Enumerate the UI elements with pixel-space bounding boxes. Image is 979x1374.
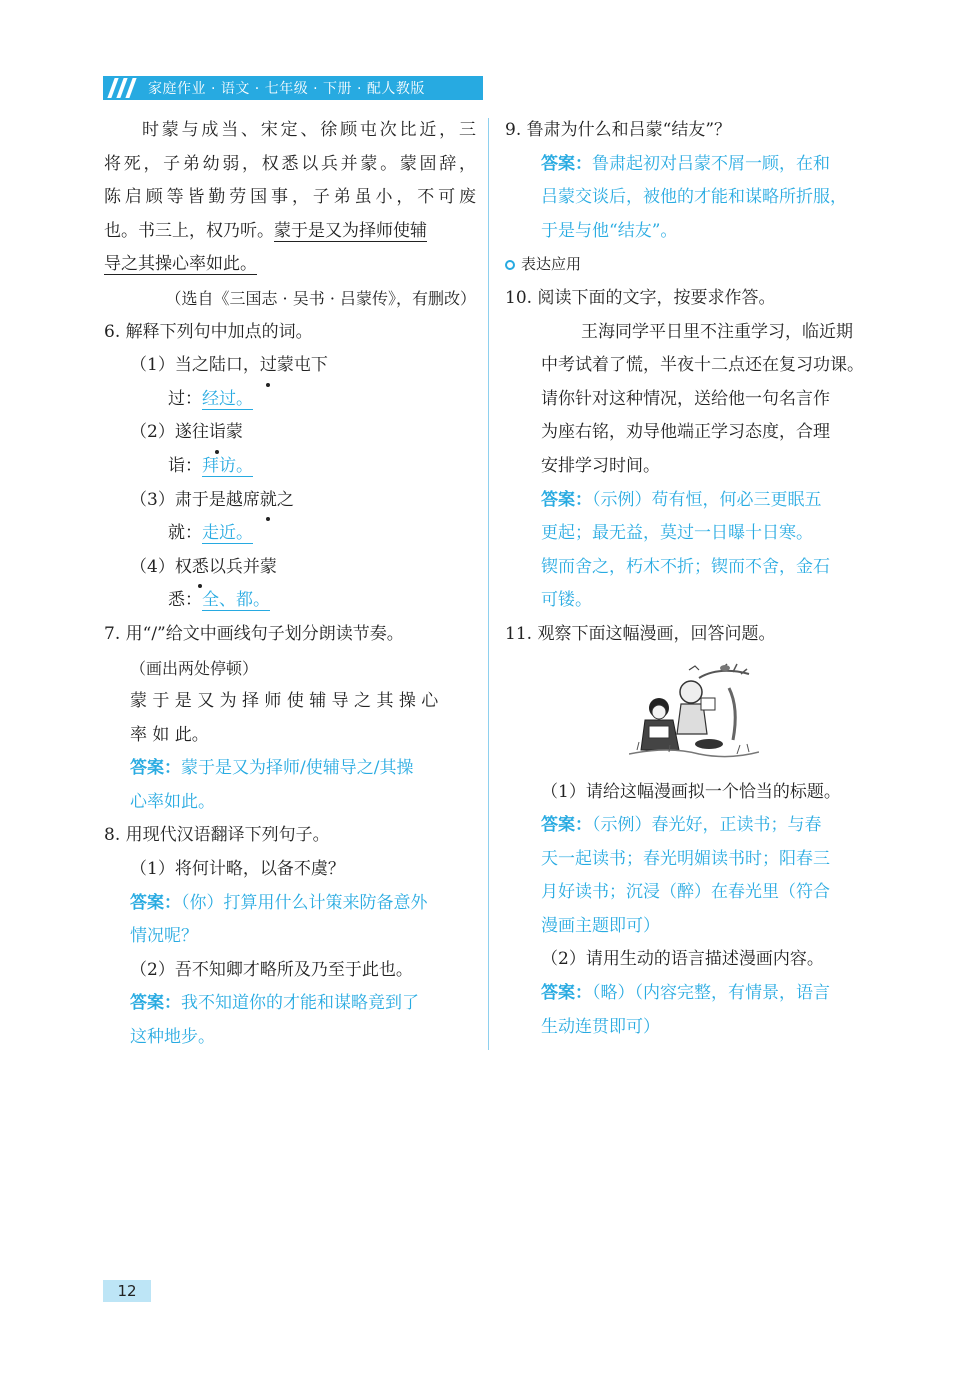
passage-line — [104, 248, 476, 282]
emphasis-dot-char: 就 — [260, 484, 277, 518]
q6-item: （3）肃于是越席就之 — [104, 484, 476, 518]
q11-answer: 答案：（略）（内容完整，有情景，语言 — [541, 983, 830, 1004]
column-divider — [488, 118, 489, 1050]
section-title: 表达应用 — [521, 255, 582, 274]
q8-sub: （2）吾不知卿才略所及乃至于此也。 — [130, 959, 413, 980]
q8-stem: 8. 用现代汉语翻译下列句子。 — [104, 825, 330, 846]
q6-answer: 过：经过。 — [168, 388, 253, 409]
q6-stem: 6. 解释下列句中加点的词。 — [104, 321, 313, 342]
q11-sub: （2）请用生动的语言描述漫画内容。 — [541, 949, 824, 970]
q7-answer: 答案：蒙于是又为择师/使辅导之/其操 — [130, 758, 414, 779]
q11-answer: 答案：（示例）春光好，正读书；与春 — [541, 815, 822, 836]
underlined-sentence: 蒙于是又为择师使辅 — [274, 220, 427, 241]
q11-sub: （1）请给这幅漫画拟一个恰当的标题。 — [541, 781, 841, 802]
section-circle-icon — [505, 260, 515, 270]
passage-line: 将死，子弟幼弱，权悉以兵并蒙。蒙固辞， — [104, 153, 476, 174]
q11-answer: 天一起读书；春光明媚读书时；阳春三 — [541, 848, 830, 869]
header-title: 家庭作业 · 语文 · 七年级 · 下册 · 配人教版 — [148, 81, 425, 97]
q10-answer: 更起；最无益，莫过一日曝十日寒。 — [541, 523, 813, 544]
q10-passage: 安排学习时间。 — [541, 455, 660, 476]
q10-answer: 锲而舍之，朽木不折；锲而不舍，金石 — [541, 556, 830, 577]
q9-stem: 9. 鲁肃为什么和吕蒙“结友”？ — [505, 120, 732, 140]
q6-item: （1）当之陆口，过蒙屯下 — [104, 349, 476, 383]
q7-sentence: 率 如 此。 — [130, 724, 209, 745]
q8-answer: 答案：（你）打算用什么计策来防备意外 — [130, 892, 428, 913]
emphasis-dot-char: 诣 — [209, 416, 226, 450]
passage-source: （选自《三国志 · 吴书 · 吕蒙传》，有删改） — [165, 288, 476, 308]
q9-answer: 答案：鲁肃起初对吕蒙不屑一顾，在和 — [541, 153, 830, 174]
emphasis-dot-char: 过 — [260, 349, 277, 383]
section-heading — [505, 248, 877, 282]
q10-passage: 为座右铭，劝导他端正学习态度，合理 — [541, 422, 830, 443]
q6-answer: 诣：拜访。 — [168, 455, 253, 476]
comic-illustration — [629, 658, 759, 762]
header-slash-icon — [111, 78, 138, 98]
q8-answer: 情况呢？ — [130, 926, 198, 947]
q10-passage: 王海同学平日里不注重学习，临近期 — [581, 321, 853, 342]
q6-answer: 悉：全、都。 — [168, 590, 270, 611]
page-number: 12 — [103, 1280, 151, 1302]
q8-answer: 这种地步。 — [130, 1027, 215, 1048]
right-column — [505, 114, 877, 1044]
passage-line — [104, 215, 476, 249]
q11-answer: 生动连贯即可） — [541, 1016, 660, 1037]
q11-answer: 月好读书；沉浸（醉）在春光里（符合 — [541, 882, 830, 903]
q11-stem: 11. 观察下面这幅漫画，回答问题。 — [505, 623, 776, 644]
passage-line: 时蒙与成当、宋定、徐顾屯次比近，三 — [142, 120, 476, 140]
q7-note: （画出两处停顿） — [130, 658, 259, 678]
passage-text: 也。书三上，权乃听。 — [104, 220, 274, 241]
q10-answer: 可镂。 — [541, 590, 592, 611]
q7-stem: 7. 用“/”给文中画线句子划分朗读节奏。 — [104, 623, 404, 644]
left-column — [104, 114, 476, 1055]
q6-item: （4）权悉以兵并蒙 — [104, 551, 476, 585]
q9-answer: 吕蒙交谈后，被他的才能和谋略所折服， — [541, 187, 847, 208]
q7-answer: 心率如此。 — [130, 791, 215, 812]
q6-answer: 就：走近。 — [168, 523, 253, 544]
q6-item: （2）遂往诣蒙 — [104, 416, 476, 450]
q11-answer: 漫画主题即可） — [541, 915, 660, 936]
q10-passage: 请你针对这种情况，送给他一句名言作 — [541, 388, 830, 409]
underlined-sentence: 导之其操心率如此。 — [104, 254, 257, 275]
q7-sentence: 蒙 于 是 又 为 择 师 使 辅 导 之 其 操 心 — [130, 691, 439, 712]
q9-answer: 于是与他“结友”。 — [541, 220, 678, 241]
passage-line: 陈启顾等皆勤劳国事，子弟虽小，不可废 — [104, 187, 476, 208]
header-bar — [103, 76, 483, 100]
q8-sub: （1）将何计略，以备不虞？ — [130, 859, 345, 880]
q10-passage: 中考试着了慌，半夜十二点还在复习功课。 — [541, 355, 864, 376]
q10-stem: 10. 阅读下面的文字，按要求作答。 — [505, 287, 776, 308]
emphasis-dot-char: 悉 — [192, 551, 209, 585]
q8-answer: 答案：我不知道你的才能和谋略竟到了 — [130, 993, 419, 1014]
q10-answer: 答案：（示例）苟有恒，何必三更眠五 — [541, 489, 822, 510]
